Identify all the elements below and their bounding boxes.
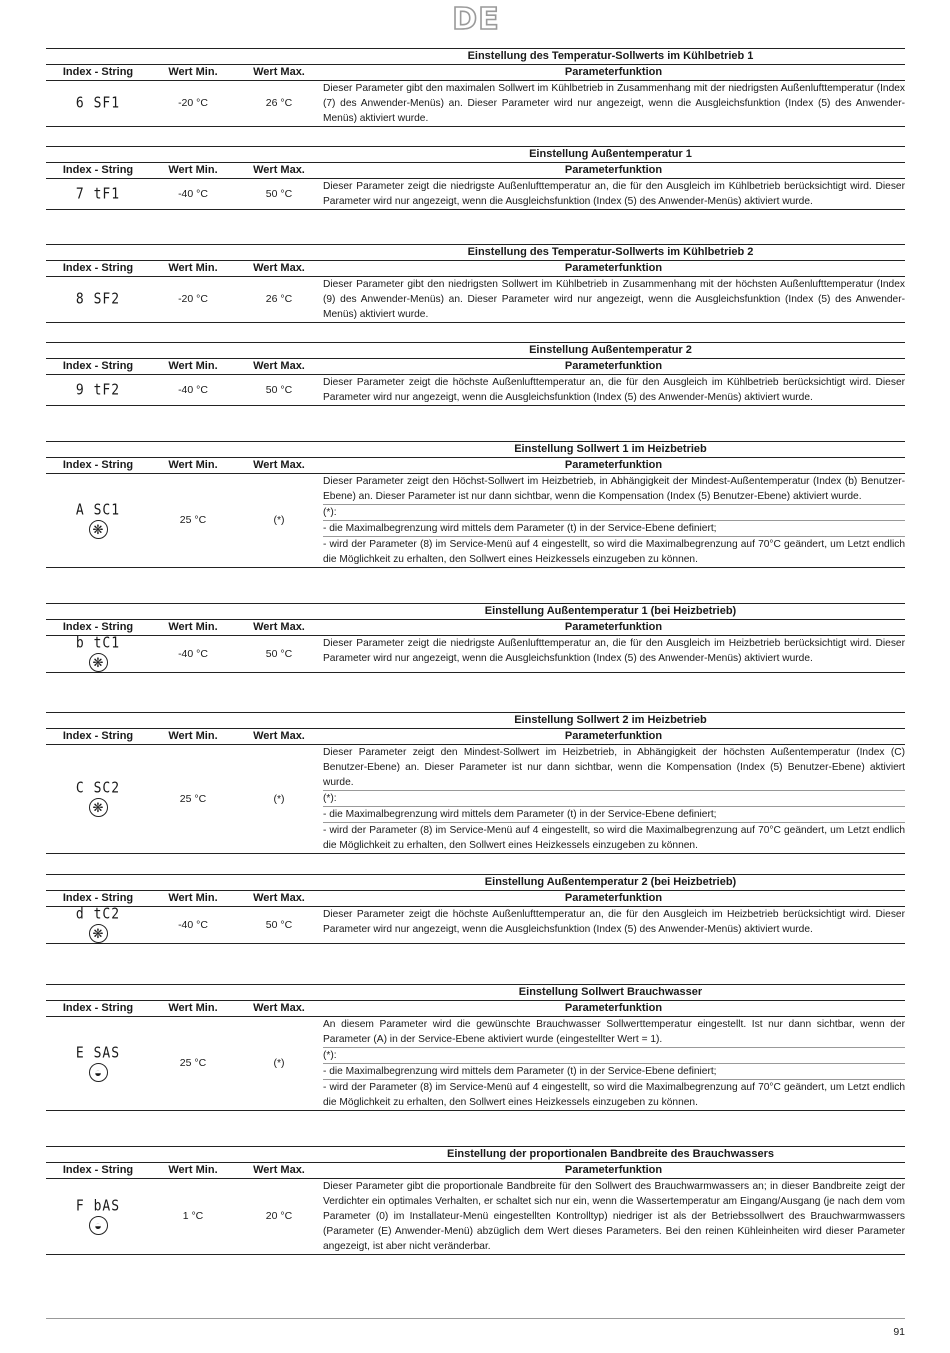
- max-value: (*): [273, 514, 285, 526]
- header-function: Parameterfunktion: [564, 459, 663, 471]
- max-value: 50 °C: [265, 647, 293, 660]
- index-cell: [46, 81, 150, 126]
- param-section-f: [46, 1146, 905, 1255]
- index-cell: [46, 1017, 150, 1110]
- table-header: [46, 1162, 905, 1179]
- min-value: 25 °C: [179, 1057, 207, 1069]
- function-line: An diesem Parameter wird die gewünschte Brauchwasser Sollwerttemperatur eingestellt. Ist nur dann sichtbar, wenn der Parameter (A) in der Service-Ebene aktiviert wurde (eingestellter Wert = 1).: [323, 1019, 905, 1045]
- table-row: [46, 179, 905, 209]
- index-cell: [46, 636, 150, 672]
- function-line: Dieser Parameter zeigt die niedrigste Außenlufttemperatur an, die für den Ausgleich im Kühlbetrieb berücksichtigt wird. Dieser Parameter wird nur angezeigt, wenn die Ausgleichsfunktion (Index (5) des Anwender-Menüs) aktiviert wurde.: [323, 181, 905, 207]
- param-section-b: [46, 603, 905, 673]
- heating-mode-icon: ❋: [89, 798, 108, 817]
- header-function: Parameterfunktion: [564, 164, 663, 176]
- index-string: 7 tF1: [75, 185, 121, 203]
- header-index: Index - String: [62, 621, 134, 633]
- parameter-function: [322, 179, 905, 209]
- index-cell: [46, 179, 150, 209]
- max-value: 50 °C: [265, 187, 293, 200]
- table-header: [46, 619, 905, 636]
- parameter-function: [322, 1179, 905, 1254]
- max-value: (*): [273, 1057, 285, 1069]
- header-min: Wert Min.: [168, 892, 218, 904]
- function-line: Dieser Parameter gibt den maximalen Sollwert im Kühlbetrieb in Zusammenhang mit der niedrigsten Außenlufttemperatur (Index (7) des Anwender-Menüs) an. Dieser Parameter wird nur angezeigt, wenn die Ausgleichsfunktion (Index (5) des Anwender-Menüs) aktiviert wurde.: [323, 83, 905, 124]
- function-line: - wird der Parameter (8) im Service-Menü auf 4 eingestellt, so wird die Maximalbegrenzung auf 70°C geändert, um Letzt endlich die Möglichkeit zu erhalten, den Sollwert eines Heizkessels einzugeben zu können.: [323, 1079, 905, 1110]
- header-max: Wert Max.: [253, 892, 305, 904]
- index-string: C SC2: [75, 779, 121, 798]
- header-index: Index - String: [62, 730, 134, 742]
- max-value: 50 °C: [265, 918, 293, 931]
- param-section-6: [46, 48, 905, 127]
- table-row: [46, 277, 905, 322]
- param-section-9: [46, 342, 905, 406]
- table-row: [46, 81, 905, 126]
- parameter-function: [322, 636, 905, 672]
- index-string: 6 SF1: [75, 94, 121, 113]
- header-max: Wert Max.: [253, 1002, 305, 1014]
- max-value: 50 °C: [265, 383, 293, 396]
- index-string: A SC1: [75, 501, 121, 519]
- language-badge: DE: [452, 2, 500, 37]
- parameter-function: [322, 1017, 905, 1110]
- header-index: Index - String: [62, 164, 134, 176]
- header-max: Wert Max.: [253, 621, 305, 633]
- header-index: Index - String: [62, 262, 134, 274]
- param-section-e: [46, 984, 905, 1111]
- index-cell: [46, 745, 150, 853]
- parameter-function: [322, 907, 905, 943]
- header-max: Wert Max.: [253, 66, 305, 78]
- header-max: Wert Max.: [253, 360, 305, 372]
- table-row: [46, 636, 905, 672]
- parameter-function: [322, 277, 905, 322]
- header-function: Parameterfunktion: [564, 892, 663, 904]
- function-line: Dieser Parameter zeigt den Höchst-Sollwert im Heizbetrieb, in Abhängigkeit der Mindest-Außentemperatur (Index (b) Benutzer-Ebene) an. Dieser Parameter ist nur dann sichtbar, wenn die Kompensation (Index (5) Benutzer-Ebene) aktiviert wurde.: [323, 476, 905, 502]
- table-header: [46, 890, 905, 907]
- header-index: Index - String: [62, 1002, 134, 1014]
- index-string: F bAS: [75, 1197, 121, 1215]
- header-max: Wert Max.: [253, 164, 305, 176]
- function-line: - die Maximalbegrenzung wird mittels dem Parameter (t) in der Service-Ebene definiert;: [323, 806, 905, 822]
- header-min: Wert Min.: [168, 1164, 218, 1176]
- function-line: Dieser Parameter zeigt die höchste Außenlufttemperatur an, die für den Ausgleich im Heizbetrieb berücksichtigt wird. Dieser Parameter wird nur angezeigt, wenn die Ausgleichsfunktion (Index (5) des Anwender-Menüs) aktiviert wurde.: [323, 909, 905, 935]
- header-function: Parameterfunktion: [564, 1164, 663, 1176]
- function-line: - die Maximalbegrenzung wird mittels dem Parameter (t) in der Service-Ebene definiert;: [323, 1063, 905, 1079]
- function-line: Dieser Parameter gibt die proportionale Bandbreite für den Sollwert des Brauchwarmwassers an; in dieser Bandbreite zeigt der Verdichter ein optimales Verhalten, er schaltet sich nur ein, wenn die Wassertemperatur am Eingang/Ausgang (je nach dem vom Parameter (0) im Installateur-Menü eingestellten Kontrolltyp) niedriger ist als der Betriebssollwert des Brauchwarmwassers (Parameter (E) Anwender-Menü) abzüglich dem Wert dieses Parameters. Bei den reinen Kühleinheiten wird dieser Parameter angezeigt, ist aber nicht veränderbar.: [323, 1181, 905, 1252]
- heating-mode-icon: ❋: [89, 653, 108, 672]
- table-row: [46, 907, 905, 943]
- header-index: Index - String: [62, 1164, 134, 1176]
- max-value: 20 °C: [265, 1210, 293, 1222]
- table-row: [46, 375, 905, 405]
- header-min: Wert Min.: [168, 459, 218, 471]
- section-title: Einstellung Sollwert 1 im Heizbetrieb: [514, 443, 707, 455]
- function-line: Dieser Parameter zeigt die höchste Außenlufttemperatur an, die für den Ausgleich im Kühlbetrieb berücksichtigt wird. Dieser Parameter wird nur angezeigt, wenn die Ausgleichsfunktion (Index (5) des Anwender-Menüs) aktiviert wurde.: [323, 377, 905, 403]
- table-header: [46, 162, 905, 179]
- min-value: 1 °C: [182, 1210, 204, 1222]
- section-title: Einstellung des Temperatur-Sollwerts im Kühlbetrieb 2: [467, 246, 754, 258]
- function-line: - die Maximalbegrenzung wird mittels dem Parameter (t) in der Service-Ebene definiert;: [323, 520, 905, 536]
- parameter-function: [322, 474, 905, 567]
- min-value: 25 °C: [179, 792, 207, 805]
- param-section-c: [46, 712, 905, 854]
- parameter-function: [322, 81, 905, 126]
- parameter-function: [322, 375, 905, 405]
- section-title: Einstellung Sollwert Brauchwasser: [518, 986, 703, 998]
- header-index: Index - String: [62, 66, 134, 78]
- param-section-a: [46, 441, 905, 568]
- table-row: [46, 474, 905, 567]
- index-string: b tC1: [75, 634, 121, 653]
- header-function: Parameterfunktion: [564, 621, 663, 633]
- header-min: Wert Min.: [168, 164, 218, 176]
- param-section-7: [46, 146, 905, 210]
- header-max: Wert Max.: [253, 1164, 305, 1176]
- header-function: Parameterfunktion: [564, 1002, 663, 1014]
- header-index: Index - String: [62, 892, 134, 904]
- header-min: Wert Min.: [168, 1002, 218, 1014]
- param-section-d: [46, 874, 905, 944]
- min-value: -20 °C: [178, 293, 208, 305]
- section-title: Einstellung der proportionalen Bandbreite des Brauchwassers: [446, 1148, 775, 1160]
- hot-water-mode-icon: ◒: [89, 1063, 108, 1082]
- index-string: 9 tF2: [75, 381, 121, 399]
- header-max: Wert Max.: [253, 730, 305, 742]
- header-max: Wert Max.: [253, 459, 305, 471]
- footer-divider: [46, 1318, 905, 1319]
- header-function: Parameterfunktion: [564, 66, 663, 78]
- header-function: Parameterfunktion: [564, 360, 663, 372]
- function-line: Dieser Parameter zeigt den Mindest-Sollwert im Heizbetrieb, in Abhängigkeit der höchsten Außentemperatur (Index (C) Benutzer-Ebene) an. Dieser Parameter ist nur dann sichtbar, wenn die Kompensation (Index (5) Benutzer-Ebene) aktiviert wurde.: [323, 747, 905, 788]
- function-line: Dieser Parameter zeigt die niedrigste Außenlufttemperatur an, die für den Ausgleich im Heizbetrieb berücksichtigt wird. Dieser Parameter wird nur angezeigt, wenn die Ausgleichsfunktion (Index (5) des Anwender-Menüs) aktiviert wurde.: [323, 638, 905, 664]
- table-header: [46, 358, 905, 375]
- heating-mode-icon: ❋: [89, 924, 108, 943]
- header-index: Index - String: [62, 360, 134, 372]
- heating-mode-icon: ❋: [89, 520, 108, 539]
- header-min: Wert Min.: [168, 621, 218, 633]
- index-cell: [46, 277, 150, 322]
- param-section-8: [46, 244, 905, 323]
- index-cell: [46, 474, 150, 567]
- max-value: (*): [273, 792, 285, 805]
- hot-water-mode-icon: ◒: [89, 1216, 108, 1235]
- table-row: [46, 745, 905, 853]
- header-index: Index - String: [62, 459, 134, 471]
- index-cell: [46, 1179, 150, 1254]
- section-title: Einstellung Außentemperatur 2: [529, 344, 692, 356]
- header-function: Parameterfunktion: [564, 262, 663, 274]
- min-value: -40 °C: [178, 383, 208, 396]
- header-min: Wert Min.: [168, 262, 218, 274]
- min-value: -40 °C: [178, 647, 208, 660]
- min-value: 25 °C: [179, 514, 207, 526]
- table-header: [46, 457, 905, 474]
- section-title: Einstellung Außentemperatur 1: [529, 148, 692, 160]
- table-row: [46, 1179, 905, 1254]
- function-line: (*):: [323, 790, 905, 806]
- function-line: (*):: [323, 1047, 905, 1063]
- table-header: [46, 260, 905, 277]
- max-value: 26 °C: [265, 97, 293, 109]
- min-value: -40 °C: [178, 918, 208, 931]
- function-line: Dieser Parameter gibt den niedrigsten Sollwert im Kühlbetrieb in Zusammenhang mit der höchsten Außenlufttemperatur (Index (9) des Anwender-Menüs) an. Dieser Parameter wird nur angezeigt, wenn die Ausgleichsfunktion (Index (5) des Anwender-Menüs) aktiviert wurde.: [323, 279, 905, 320]
- header-min: Wert Min.: [168, 360, 218, 372]
- index-string: 8 SF2: [75, 290, 121, 309]
- header-max: Wert Max.: [253, 262, 305, 274]
- header-function: Parameterfunktion: [564, 730, 663, 742]
- table-header: [46, 1000, 905, 1017]
- function-line: - wird der Parameter (8) im Service-Menü auf 4 eingestellt, so wird die Maximalbegrenzung auf 70°C geändert, um Letzt endlich die Möglichkeit zu erhalten, den Sollwert eines Heizkessels einzugeben zu können.: [323, 536, 905, 567]
- header-min: Wert Min.: [168, 730, 218, 742]
- min-value: -20 °C: [178, 97, 208, 109]
- index-string: E SAS: [75, 1044, 121, 1062]
- function-line: (*):: [323, 504, 905, 520]
- max-value: 26 °C: [265, 293, 293, 305]
- table-header: [46, 728, 905, 745]
- parameter-function: [322, 745, 905, 853]
- min-value: -40 °C: [178, 187, 208, 200]
- index-cell: [46, 907, 150, 943]
- section-title: Einstellung des Temperatur-Sollwerts im Kühlbetrieb 1: [467, 50, 754, 62]
- page-number: 91: [893, 1326, 905, 1338]
- index-string: d tC2: [75, 905, 121, 924]
- section-title: Einstellung Außentemperatur 2 (bei Heizbetrieb): [484, 876, 737, 888]
- index-cell: [46, 375, 150, 405]
- section-title: Einstellung Außentemperatur 1 (bei Heizbetrieb): [484, 605, 737, 617]
- section-title: Einstellung Sollwert 2 im Heizbetrieb: [514, 714, 707, 726]
- table-row: [46, 1017, 905, 1110]
- header-min: Wert Min.: [168, 66, 218, 78]
- table-header: [46, 64, 905, 81]
- function-line: - wird der Parameter (8) im Service-Menü auf 4 eingestellt, so wird die Maximalbegrenzung auf 70°C geändert, um Letzt endlich die Möglichkeit zu erhalten, den Sollwert eines Heizkessels einzugeben zu können.: [323, 822, 905, 853]
